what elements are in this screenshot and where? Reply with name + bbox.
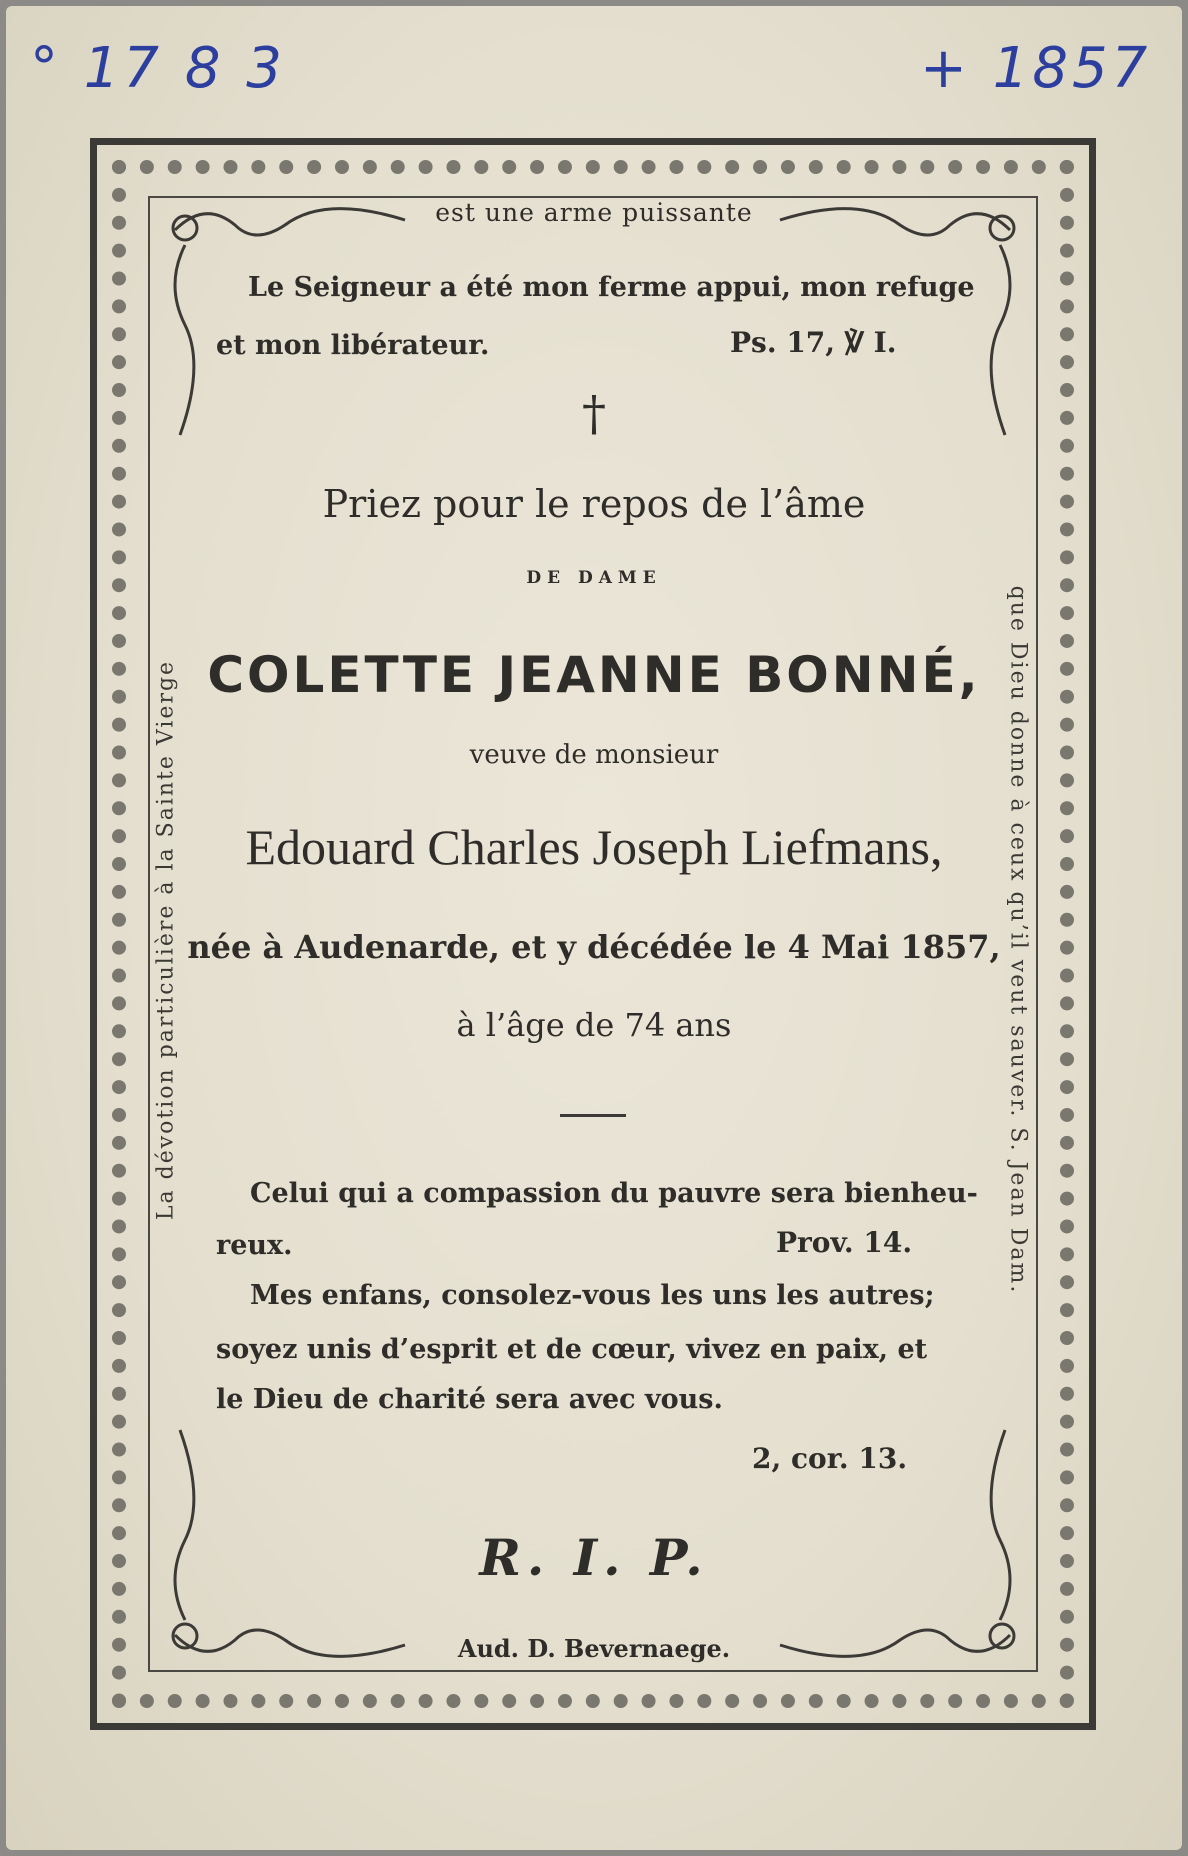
top-banner: est une arme puissante <box>435 198 753 227</box>
printer-credit: Aud. D. Bevernaege. <box>457 1634 731 1663</box>
de-dame-label: DE DAME <box>526 568 662 588</box>
psalm-line-1: Le Seigneur a été mon ferme appui, mon refuge <box>248 272 975 303</box>
rip-text: R. I. P. <box>479 1528 709 1587</box>
psalm-line-2: et mon libérateur. <box>216 330 490 361</box>
birth-death-line: née à Audenarde, et y décédée le 4 Mai 1857, <box>187 928 1001 966</box>
deceased-name: COLETTE JEANNE BONNÉ, <box>207 646 981 704</box>
proverbs-reference: Prov. 14. <box>776 1226 913 1259</box>
age-line: à l’âge de 74 ans <box>456 1006 732 1044</box>
proverbs-line-1: Celui qui a compassion du pauvre sera bienheu- <box>250 1178 978 1209</box>
left-margin-text: La dévotion particulière à la Sainte Vierge <box>153 659 179 1221</box>
corinthians-line-1: Mes enfans, consolez-vous les uns les autres; <box>250 1280 935 1311</box>
handwritten-death-year: + 1857 <box>920 36 1152 101</box>
husband-name: Edouard Charles Joseph Liefmans, <box>245 819 943 875</box>
handwritten-birth-year: ° 17 8 3 <box>30 36 286 101</box>
psalm-reference: Ps. 17, ℣ I. <box>730 326 897 359</box>
corinthians-line-3: le Dieu de charité sera avec vous. <box>216 1384 723 1415</box>
widow-of-label: veuve de monsieur <box>469 740 719 770</box>
pray-heading: Priez pour le repos de l’âme <box>322 482 866 526</box>
corinthians-reference: 2, cor. 13. <box>752 1442 908 1475</box>
cross-symbol: † <box>582 386 606 442</box>
proverbs-line-2: reux. <box>216 1230 293 1261</box>
divider-rule <box>560 1114 626 1117</box>
right-margin-text: que Dieu donne à ceux qu’il veut sauver. S. Jean Dam. <box>1005 585 1031 1295</box>
corinthians-line-2: soyez unis d’esprit et de cœur, vivez en paix, et <box>216 1334 928 1365</box>
